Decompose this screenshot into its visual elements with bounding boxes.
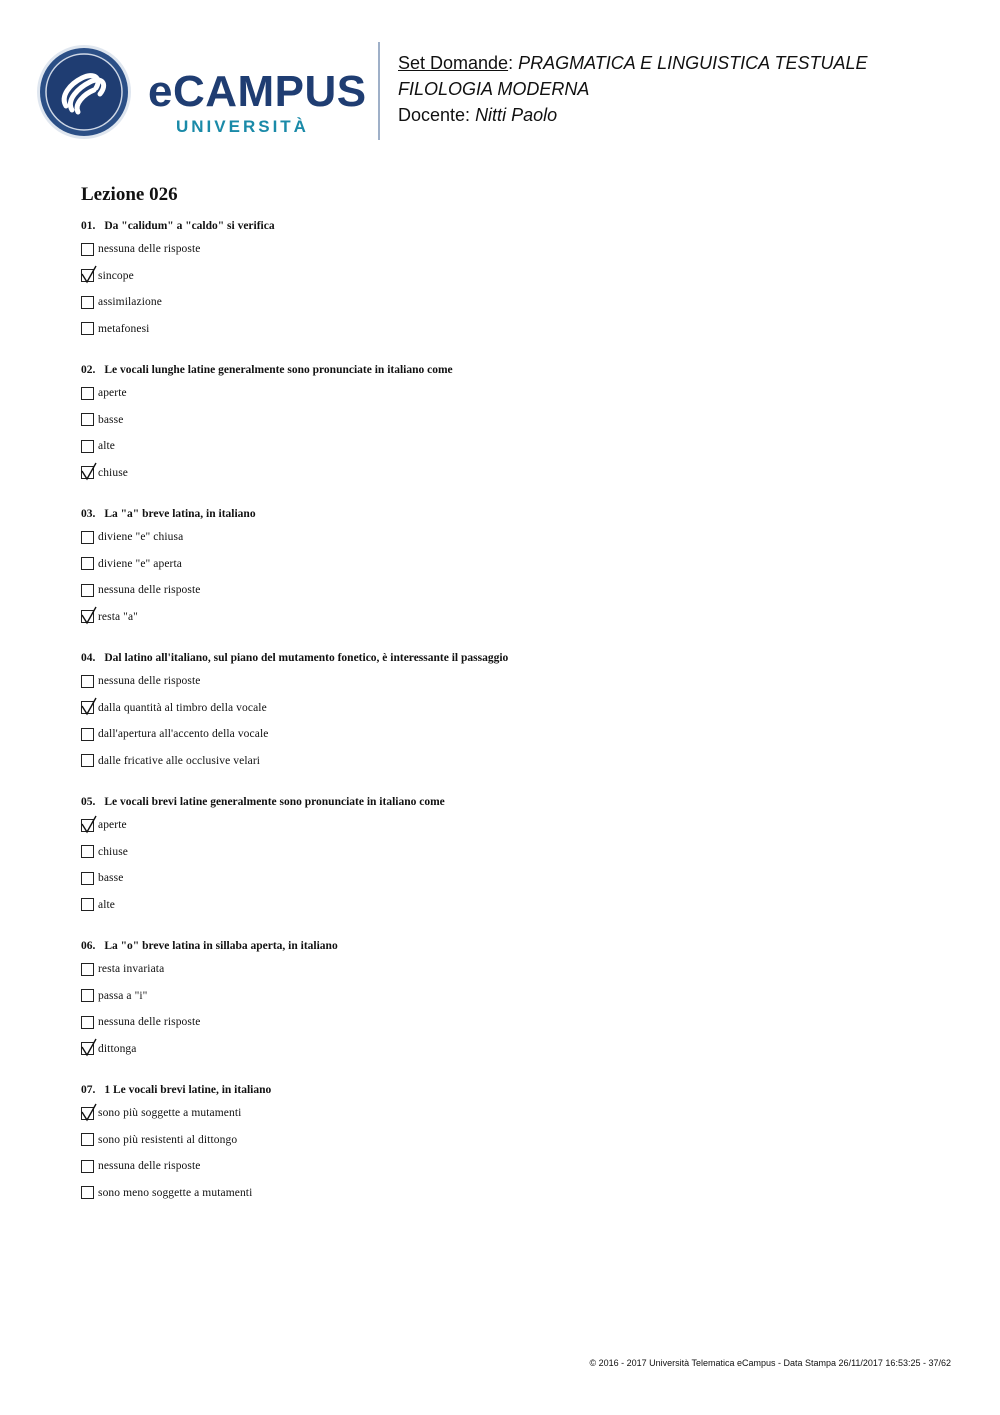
answer-option[interactable] [81, 604, 941, 631]
checkmark-icon [81, 815, 97, 834]
question-label: La "o" breve latina in sillaba aperta, in italiano [104, 940, 338, 952]
answer-label: dall'apertura all'accento della vocale [98, 728, 269, 741]
answer-option[interactable] [81, 721, 941, 748]
answer-option[interactable] [81, 289, 941, 316]
checkmark-icon [81, 1038, 97, 1057]
question-text [81, 216, 941, 236]
question-number: 04. [81, 652, 96, 664]
program-name: FILOLOGIA MODERNA [398, 79, 590, 99]
checkbox-icon[interactable] [81, 963, 94, 976]
question [81, 216, 941, 342]
answer-label: basse [98, 872, 124, 885]
question-text [81, 504, 941, 524]
question-number: 05. [81, 796, 96, 808]
answer-label: basse [98, 413, 124, 426]
question [81, 792, 941, 918]
question-number: 07. [81, 1084, 96, 1096]
question-label: 1 Le vocali brevi latine, in italiano [104, 1084, 272, 1096]
answer-option[interactable] [81, 551, 941, 578]
answer-label: passa a "i" [98, 989, 148, 1002]
answer-label: dalla quantità al timbro della vocale [98, 701, 267, 714]
checkbox-icon[interactable] [81, 728, 94, 741]
set-label: Set Domande [398, 53, 509, 73]
answer-label: chiuse [98, 466, 128, 479]
question-text [81, 648, 941, 668]
question-label: La "a" breve latina, in italiano [104, 508, 256, 520]
answer-option[interactable] [81, 812, 941, 839]
question-text [81, 360, 941, 380]
answer-label: sincope [98, 269, 134, 282]
question-label: Da "calidum" a "caldo" si verifica [104, 220, 275, 232]
question-number: 03. [81, 508, 96, 520]
answer-option[interactable] [81, 433, 941, 460]
answer-label: alte [98, 440, 115, 453]
ecampus-seal-icon [36, 44, 366, 144]
answer-label: nessuna delle risposte [98, 584, 201, 597]
lesson-title: Lezione 026 [81, 184, 178, 205]
checkbox-icon[interactable] [81, 989, 94, 1002]
question-number: 02. [81, 364, 96, 376]
answer-label: nessuna delle risposte [98, 243, 201, 256]
checkbox-icon[interactable] [81, 1016, 94, 1029]
answer-option[interactable] [81, 1036, 941, 1063]
answer-label: assimilazione [98, 296, 162, 309]
answer-label: sono più resistenti al dittongo [98, 1133, 238, 1146]
answer-option[interactable] [81, 1009, 941, 1036]
answer-option[interactable] [81, 956, 941, 983]
checked-checkbox-icon[interactable] [81, 1042, 94, 1055]
checkbox-icon[interactable] [81, 1160, 94, 1173]
question-list [81, 216, 941, 1224]
question-text [81, 792, 941, 812]
answer-option[interactable] [81, 577, 941, 604]
answer-option[interactable] [81, 380, 941, 407]
answer-label: sono più soggette a mutamenti [98, 1107, 242, 1120]
svg-text:UNIVERSITÀ: UNIVERSITÀ [176, 117, 309, 136]
checkbox-icon[interactable] [81, 1186, 94, 1199]
answer-option[interactable] [81, 668, 941, 695]
checkbox-icon[interactable] [81, 387, 94, 400]
answer-label: dittonga [98, 1042, 137, 1055]
answer-label: resta "a" [98, 610, 138, 623]
checkbox-icon[interactable] [81, 845, 94, 858]
checkbox-icon[interactable] [81, 675, 94, 688]
answer-label: sono meno soggette a mutamenti [98, 1186, 253, 1199]
question-label: Dal latino all'italiano, sul piano del mutamento fonetico, è interessante il passaggio [104, 652, 509, 664]
answer-option[interactable] [81, 839, 941, 866]
answer-option[interactable] [81, 316, 941, 343]
question [81, 360, 941, 486]
question-label: Le vocali brevi latine generalmente sono pronunciate in italiano come [104, 796, 445, 808]
answer-label: nessuna delle risposte [98, 675, 201, 688]
answer-label: metafonesi [98, 322, 150, 335]
question [81, 1080, 941, 1206]
answer-option[interactable] [81, 1100, 941, 1127]
answer-label: resta invariata [98, 963, 165, 976]
answer-option[interactable] [81, 407, 941, 434]
svg-text:eCAMPUS: eCAMPUS [148, 67, 366, 116]
teacher-line [398, 102, 868, 128]
teacher-label: Docente: [398, 105, 471, 125]
checked-checkbox-icon[interactable] [81, 819, 94, 832]
question-label: Le vocali lunghe latine generalmente sono pronunciate in italiano come [104, 364, 453, 376]
question [81, 936, 941, 1062]
checked-checkbox-icon[interactable] [81, 610, 94, 623]
checkbox-icon[interactable] [81, 440, 94, 453]
checkbox-icon[interactable] [81, 296, 94, 309]
course-header [398, 50, 868, 128]
answer-option[interactable] [81, 263, 941, 290]
question-number: 06. [81, 940, 96, 952]
checkbox-icon[interactable] [81, 243, 94, 256]
answer-option[interactable] [81, 865, 941, 892]
question-number: 01. [81, 220, 96, 232]
answer-option[interactable] [81, 748, 941, 775]
answer-option[interactable] [81, 1180, 941, 1207]
answer-label: diviene "e" chiusa [98, 531, 184, 544]
checkbox-icon[interactable] [81, 872, 94, 885]
answer-label: nessuna delle risposte [98, 1160, 201, 1173]
question-text [81, 936, 941, 956]
answer-option[interactable] [81, 236, 941, 263]
question [81, 648, 941, 774]
answer-option[interactable] [81, 460, 941, 487]
checkbox-icon[interactable] [81, 584, 94, 597]
checked-checkbox-icon[interactable] [81, 466, 94, 479]
checkmark-icon [81, 697, 97, 716]
course-line: Set Domande: PRAGMATICA E LINGUISTICA TESTUALE [398, 53, 868, 73]
answer-label: aperte [98, 819, 127, 832]
answer-label: chiuse [98, 845, 128, 858]
checkbox-icon[interactable] [81, 1133, 94, 1146]
checkbox-icon[interactable] [81, 413, 94, 426]
checked-checkbox-icon[interactable] [81, 1107, 94, 1120]
footer-copyright: © 2016 - 2017 Università Telematica eCampus - Data Stampa 26/11/2017 16:53:25 - 37/62 [589, 1358, 951, 1368]
question [81, 504, 941, 630]
answer-label: aperte [98, 387, 127, 400]
header-divider [378, 42, 380, 140]
checkbox-icon[interactable] [81, 322, 94, 335]
answer-option[interactable] [81, 892, 941, 919]
checkbox-icon[interactable] [81, 754, 94, 767]
answer-option[interactable] [81, 1153, 941, 1180]
checkmark-icon [81, 462, 97, 481]
checked-checkbox-icon[interactable] [81, 269, 94, 282]
checkmark-icon [81, 265, 97, 284]
answer-label: nessuna delle risposte [98, 1016, 201, 1029]
checkmark-icon [81, 606, 97, 625]
answer-option[interactable] [81, 695, 941, 722]
ecampus-logo [36, 44, 366, 144]
answer-label: alte [98, 898, 115, 911]
answer-option[interactable] [81, 524, 941, 551]
checkbox-icon[interactable] [81, 531, 94, 544]
checkbox-icon[interactable] [81, 557, 94, 570]
answer-option[interactable] [81, 983, 941, 1010]
course-name: PRAGMATICA E LINGUISTICA TESTUALE [518, 53, 868, 73]
checkbox-icon[interactable] [81, 898, 94, 911]
teacher-name: Nitti Paolo [475, 105, 558, 125]
checkmark-icon [81, 1103, 97, 1122]
checked-checkbox-icon[interactable] [81, 701, 94, 714]
answer-label: dalle fricative alle occlusive velari [98, 754, 261, 767]
answer-option[interactable] [81, 1127, 941, 1154]
question-text [81, 1080, 941, 1100]
answer-label: diviene "e" aperta [98, 557, 182, 570]
